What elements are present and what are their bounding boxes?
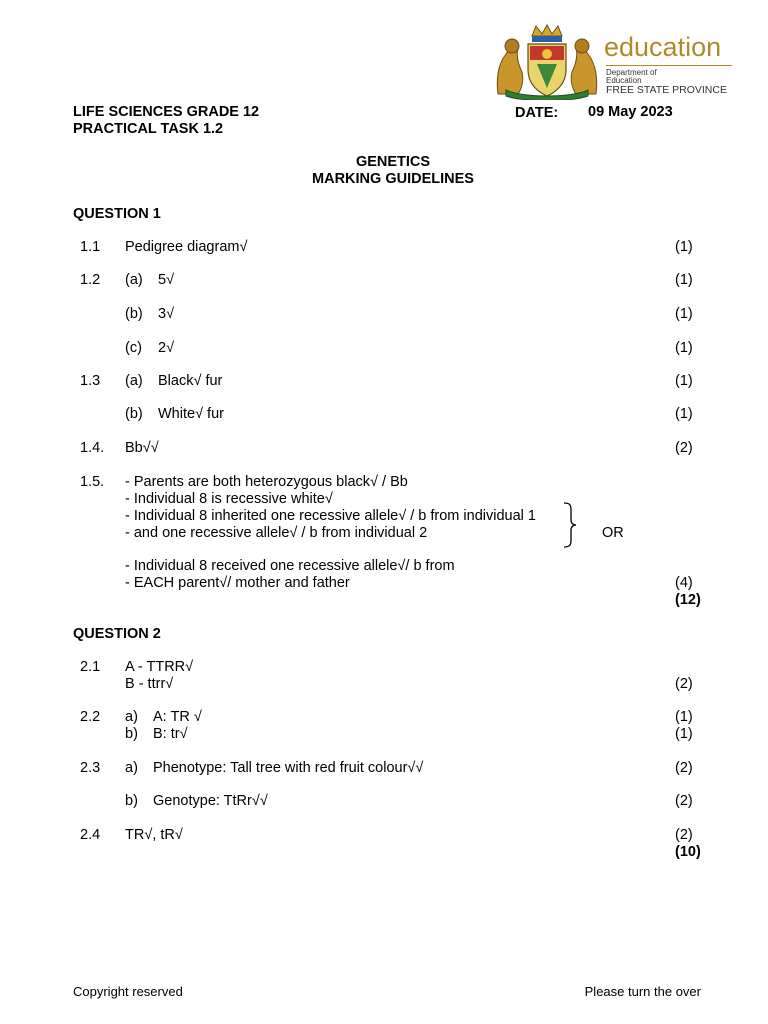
question-2-heading: QUESTION 2 — [73, 626, 161, 642]
answer-text: B: tr√ — [153, 726, 188, 742]
mark-allocation: (1) — [675, 406, 693, 422]
answer-number: 1.2 — [80, 272, 101, 288]
answer-text: Bb√√ — [125, 440, 159, 456]
sub-label: (c) — [125, 340, 142, 356]
answer-line: - EACH parent√/ mother and father — [125, 575, 350, 591]
date-label: DATE: — [515, 105, 559, 121]
logo-divider — [606, 65, 732, 66]
sub-label: b) — [125, 726, 138, 742]
answer-line: - Individual 8 is recessive white√ — [125, 491, 333, 507]
answer-text: White√ fur — [158, 406, 224, 422]
answer-line: - Parents are both heterozygous black√ / Bb — [125, 474, 408, 490]
mark-allocation: (2) — [675, 793, 693, 809]
footer-turn-over: Please turn the over — [584, 984, 701, 999]
task-heading: PRACTICAL TASK 1.2 — [73, 121, 224, 137]
answer-text: Phenotype: Tall tree with red fruit colour√√ — [153, 760, 424, 776]
education-wordmark: education — [604, 32, 722, 62]
department-line-1: Department of — [606, 68, 657, 77]
question-1-total: (12) — [675, 592, 701, 608]
question-2-total: (10) — [675, 844, 701, 860]
answer-text: A: TR √ — [153, 709, 202, 725]
sub-label: (b) — [125, 306, 143, 322]
answer-text: 3√ — [158, 306, 175, 322]
question-1-heading: QUESTION 1 — [73, 206, 161, 222]
footer-copyright: Copyright reserved — [73, 984, 183, 999]
sub-label: (b) — [125, 406, 143, 422]
answer-number: 1.4. — [80, 440, 105, 456]
answer-text: 2√ — [158, 340, 175, 356]
sub-label: (a) — [125, 272, 143, 288]
answer-number: 2.1 — [80, 659, 101, 675]
sub-label: (a) — [125, 373, 143, 389]
answer-line: - Individual 8 received one recessive allele√/ b from — [125, 558, 455, 574]
coat-of-arms-icon — [492, 24, 602, 100]
answer-number: 1.5. — [80, 474, 105, 490]
answer-number: 2.3 — [80, 760, 101, 776]
sub-label: a) — [125, 760, 138, 776]
answer-text: TR√, tR√ — [125, 827, 183, 843]
mark-allocation: (1) — [675, 340, 693, 356]
answer-line: A - TTRR√ — [125, 659, 194, 675]
answer-number: 2.4 — [80, 827, 101, 843]
answer-text: 5√ — [158, 272, 175, 288]
mark-allocation: (1) — [675, 306, 693, 322]
sub-label: a) — [125, 709, 138, 725]
date-value: 09 May 2023 — [588, 104, 673, 120]
mark-allocation: (1) — [675, 726, 693, 742]
or-label: OR — [602, 525, 624, 541]
answer-line: - and one recessive allele√ / b from individual 2 — [125, 525, 428, 541]
mark-allocation: (1) — [675, 272, 693, 288]
answer-number: 1.1 — [80, 239, 101, 255]
answer-line: - Individual 8 inherited one recessive allele√ / b from individual 1 — [125, 508, 536, 524]
answer-text: Pedigree diagram√ — [125, 239, 248, 255]
mark-allocation: (2) — [675, 827, 693, 843]
curly-brace-icon — [562, 502, 578, 548]
subject-heading: LIFE SCIENCES GRADE 12 — [73, 104, 260, 120]
answer-text: Black√ fur — [158, 373, 223, 389]
mark-allocation: (1) — [675, 239, 693, 255]
document-subtitle: MARKING GUIDELINES — [312, 171, 474, 187]
answer-number: 1.3 — [80, 373, 101, 389]
document-title: GENETICS — [355, 154, 431, 170]
province-name: FREE STATE PROVINCE — [606, 84, 727, 96]
department-line-2: Education — [606, 76, 642, 85]
sub-label: b) — [125, 793, 138, 809]
mark-allocation: (4) — [675, 575, 693, 591]
mark-allocation: (1) — [675, 373, 693, 389]
mark-allocation: (2) — [675, 440, 693, 456]
mark-allocation: (1) — [675, 709, 693, 725]
mark-allocation: (2) — [675, 676, 693, 692]
mark-allocation: (2) — [675, 760, 693, 776]
answer-number: 2.2 — [80, 709, 101, 725]
answer-text: Genotype: TtRr√√ — [153, 793, 268, 809]
answer-line: B - ttrr√ — [125, 676, 174, 692]
